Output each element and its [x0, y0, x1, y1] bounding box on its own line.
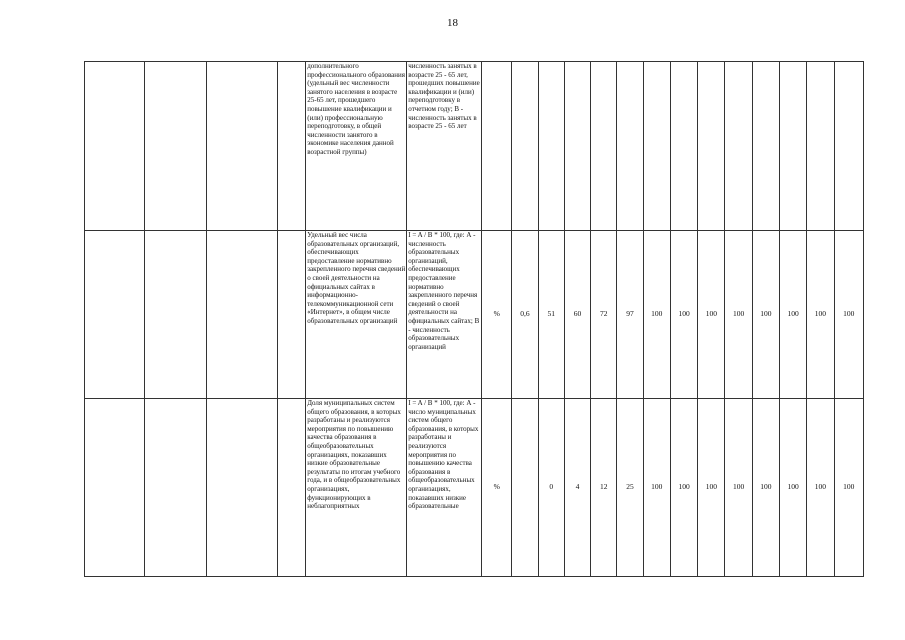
value-cell: 60	[564, 231, 590, 399]
cell-empty	[277, 231, 305, 399]
value-cell	[564, 62, 590, 231]
value-cell: 100	[670, 231, 697, 399]
value-cell: 100	[725, 231, 752, 399]
value-cell: 72	[591, 231, 617, 399]
cell-empty	[277, 62, 305, 231]
value-cell: 100	[834, 399, 863, 577]
formula-cell: I = A / B * 100, где: А - число муниципальных систем общего образования, в которых разработаны и реализуются мероприятия по повышению качества образования в общеобразовательных организациях, показавших низкие образовательные	[407, 399, 482, 577]
table-row	[85, 62, 864, 231]
value-cell	[670, 62, 697, 231]
value-cell	[538, 62, 564, 231]
table-row	[85, 399, 864, 577]
cell-empty	[144, 231, 207, 399]
indicator-cell: дополнительного профессионального образования (удельный вес численности занятого населения в возрасте 25-65 лет, прошедшего повышение квалификации и (или) профессиональную переподготовку, в общей численности занятого в экономике населения данной возрастной группы)	[306, 62, 407, 231]
value-cell	[512, 399, 538, 577]
cell-empty	[207, 399, 278, 577]
value-cell: 100	[807, 231, 834, 399]
cell-empty	[85, 399, 145, 577]
value-cell: 100	[643, 399, 670, 577]
value-cell	[591, 62, 617, 231]
value-cell: 0	[538, 399, 564, 577]
table-row	[85, 231, 864, 399]
indicator-table	[84, 61, 864, 577]
cell-empty	[207, 62, 278, 231]
cell-empty	[277, 399, 305, 577]
value-cell: 100	[643, 231, 670, 399]
value-cell: 100	[725, 399, 752, 577]
value-cell	[512, 62, 538, 231]
indicator-cell: Удельный вес числа образовательных организаций, обеспечивающих предоставление нормативно закрепленного перечня сведений о своей деятельности на официальных сайтах в информационно-телекоммуникационной сети «Интернет», в общем числе образовательных организаций	[306, 231, 407, 399]
indicator-cell: Доля муниципальных систем общего образования, в которых разработаны и реализуются мероприятия по повышению качества образования в общеобразовательных организациях, показавших низкие образовательные результаты по итогам учебного года, и в общеобразовательных организациях, функционирующих в неблагоприятных	[306, 399, 407, 577]
value-cell	[807, 62, 834, 231]
value-cell	[698, 62, 725, 231]
value-cell: 12	[591, 399, 617, 577]
value-cell	[752, 62, 779, 231]
value-cell	[643, 62, 670, 231]
value-cell	[834, 62, 863, 231]
value-cell: 100	[752, 231, 779, 399]
value-cell: 100	[698, 399, 725, 577]
value-cell: 25	[617, 399, 643, 577]
formula-cell: численность занятых в возрасте 25 - 65 лет, прошедших повышение квалификации и (или) переподготовку в отчетном году; В - численность занятых в возрасте 25 - 65 лет	[407, 62, 482, 231]
cell-empty	[144, 62, 207, 231]
value-cell	[617, 62, 643, 231]
value-cell: 4	[564, 399, 590, 577]
cell-empty	[207, 231, 278, 399]
value-cell	[725, 62, 752, 231]
value-cell: 100	[752, 399, 779, 577]
page-number: 18	[447, 17, 458, 29]
unit-cell: %	[482, 231, 512, 399]
value-cell: 100	[780, 231, 807, 399]
value-cell: 100	[807, 399, 834, 577]
formula-cell: I = A / B * 100, где: А - численность образовательных организаций, обеспечивающих предоставление нормативно закрепленного перечня сведений о своей деятельности на официальных сайтах; В - численность образовательных организаций	[407, 231, 482, 399]
cell-empty	[144, 399, 207, 577]
value-cell	[780, 62, 807, 231]
value-cell: 97	[617, 231, 643, 399]
cell-empty	[85, 62, 145, 231]
value-cell: 100	[698, 231, 725, 399]
unit-cell: %	[482, 399, 512, 577]
unit-cell	[482, 62, 512, 231]
value-cell: 100	[834, 231, 863, 399]
value-cell: 51	[538, 231, 564, 399]
value-cell: 100	[780, 399, 807, 577]
value-cell: 100	[670, 399, 697, 577]
value-cell: 0,6	[512, 231, 538, 399]
cell-empty	[85, 231, 145, 399]
